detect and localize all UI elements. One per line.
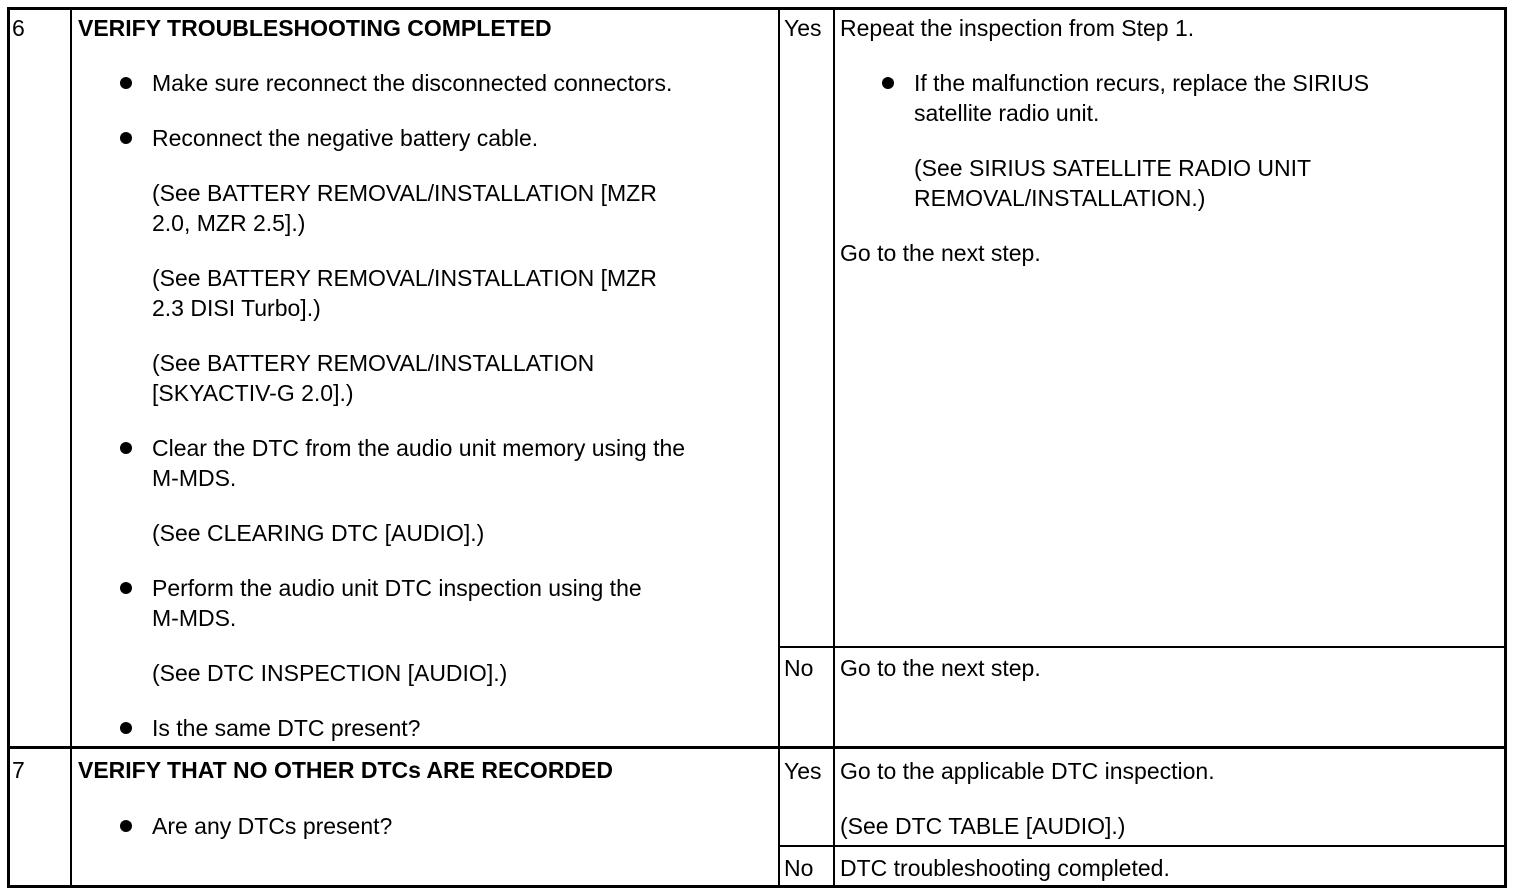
reference-text: 2.0, MZR 2.5].) <box>152 210 306 236</box>
bullet-icon <box>120 132 132 144</box>
reference-text: (See BATTERY REMOVAL/INSTALLATION [MZR <box>152 180 657 206</box>
row-divider-step6-yes-no <box>778 646 1507 648</box>
reference-text: (See SIRIUS SATELLITE RADIO UNIT <box>914 155 1312 181</box>
step-title: VERIFY TROUBLESHOOTING COMPLETED <box>78 15 552 41</box>
result-action: DTC troubleshooting completed. <box>840 855 1170 881</box>
col-divider-action <box>833 7 835 888</box>
action-item: Is the same DTC present? <box>152 715 421 741</box>
bullet-icon <box>120 820 132 832</box>
reference-text: (See BATTERY REMOVAL/INSTALLATION [MZR <box>152 265 657 291</box>
reference-text: REMOVAL/INSTALLATION.) <box>914 185 1206 211</box>
result-action: satellite radio unit. <box>914 100 1100 126</box>
reference-text: (See BATTERY REMOVAL/INSTALLATION <box>152 350 595 376</box>
action-item: Clear the DTC from the audio unit memory using the <box>152 435 686 461</box>
result-action: Go to the next step. <box>840 240 1041 266</box>
result-label-yes: Yes <box>784 758 822 784</box>
action-item: Make sure reconnect the disconnected connectors. <box>152 70 673 96</box>
step-number: 7 <box>12 757 25 783</box>
reference-text: 2.3 DISI Turbo].) <box>152 295 321 321</box>
reference-text: (See DTC INSPECTION [AUDIO].) <box>152 660 508 686</box>
action-item: M-MDS. <box>152 605 237 631</box>
reference-text: (See CLEARING DTC [AUDIO].) <box>152 520 485 546</box>
action-item: Reconnect the negative battery cable. <box>152 125 539 151</box>
bullet-icon <box>120 442 132 454</box>
reference-text: [SKYACTIV-G 2.0].) <box>152 380 354 406</box>
col-divider-number <box>70 7 72 888</box>
bullet-icon <box>120 582 132 594</box>
bullet-icon <box>120 77 132 89</box>
reference-text: (See DTC TABLE [AUDIO].) <box>840 813 1126 839</box>
result-label-no: No <box>784 855 814 881</box>
row-divider-step7-yes-no <box>778 845 1507 847</box>
step-number: 6 <box>12 15 25 41</box>
result-action: Go to the next step. <box>840 655 1041 681</box>
bullet-icon <box>882 77 894 89</box>
action-item: Are any DTCs present? <box>152 813 393 839</box>
result-label-no: No <box>784 655 814 681</box>
result-label-yes: Yes <box>784 15 822 41</box>
step-title: VERIFY THAT NO OTHER DTCs ARE RECORDED <box>78 757 613 783</box>
action-item: M-MDS. <box>152 465 237 491</box>
result-action: Go to the applicable DTC inspection. <box>840 758 1215 784</box>
row-divider-step6-step7 <box>7 746 1507 749</box>
bullet-icon <box>120 722 132 734</box>
result-action: If the malfunction recurs, replace the SIRIUS <box>914 70 1370 96</box>
action-item: Perform the audio unit DTC inspection using the <box>152 575 642 601</box>
result-action: Repeat the inspection from Step 1. <box>840 15 1195 41</box>
col-divider-result <box>778 7 780 888</box>
